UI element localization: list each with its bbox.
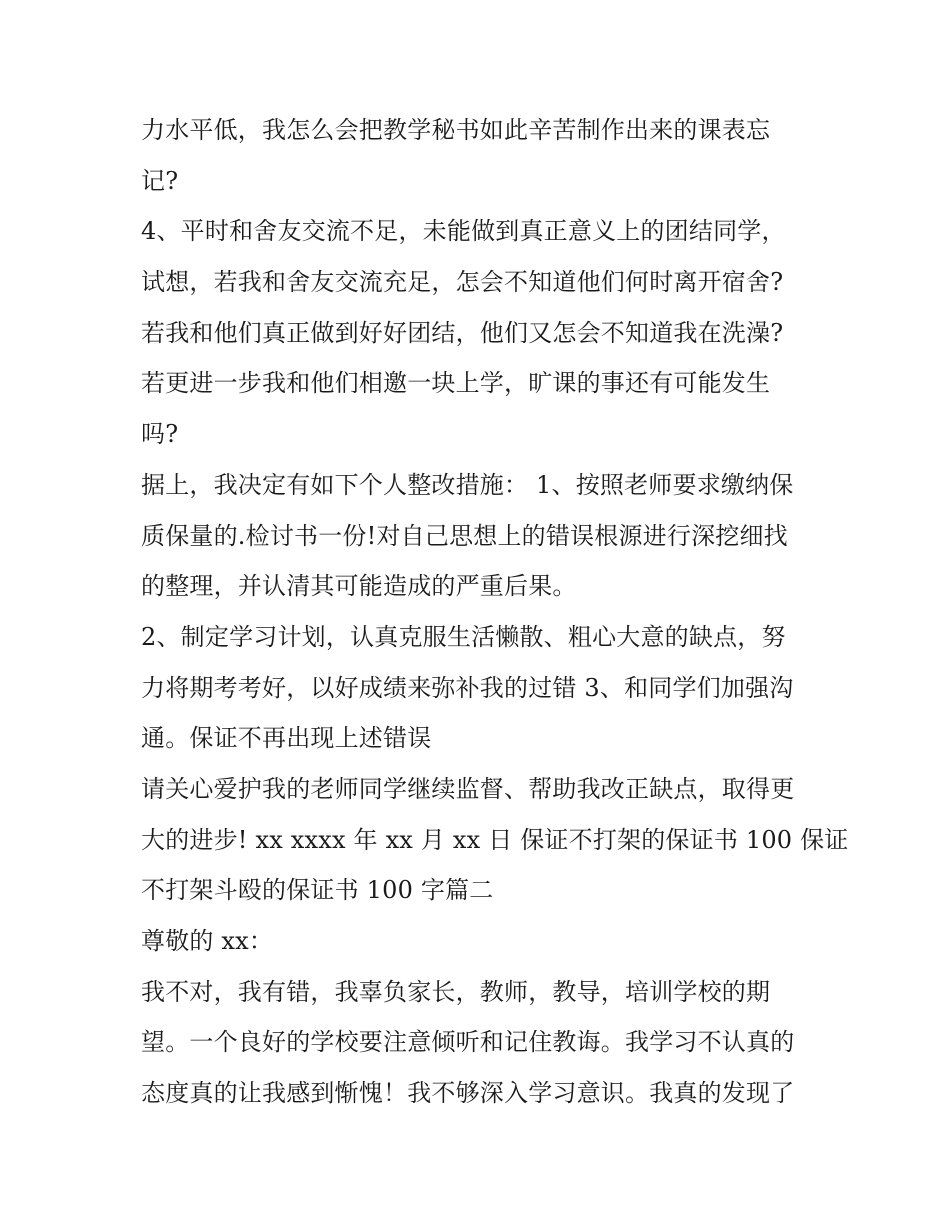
text-line: 态度真的让我感到惭愧！我不够深入学习意识。我真的发现了 xyxy=(141,1079,795,1108)
text-line: 若我和他们真正做到好好团结，他们又怎会不知道我在洗澡? xyxy=(141,318,784,347)
text-line: 据上，我决定有如下个人整改措施： 1、按照老师要求缴纳保 xyxy=(141,470,794,499)
text-line: 大的进步! xx xxxx 年 xx 月 xx 日 保证不打架的保证书 100 保证 xyxy=(141,825,849,854)
text-line: 2、制定学习计划，认真克服生活懒散、粗心大意的缺点，努 xyxy=(141,622,786,651)
text-line: 力水平低，我怎么会把教学秘书如此辛苦制作出来的课表忘 xyxy=(141,116,771,144)
document-body xyxy=(141,105,849,1119)
text-line: 若更进一步我和他们相邀一块上学，旷课的事还有可能发生 xyxy=(141,369,771,398)
text-line: 请关心爱护我的老师同学继续监督、帮助我改正缺点，取得更 xyxy=(141,774,795,803)
text-line: 试想，若我和舍友交流充足，怎会不知道他们何时离开宿舍? xyxy=(141,268,784,297)
text-line: 质保量的.检讨书一份!对自己思想上的错误根源进行深挖细找 xyxy=(141,521,788,550)
text-line: 我不对，我有错，我辜负家长，教师，教导，培训学校的期 xyxy=(141,977,771,1006)
text-line: 力将期考考好，以好成绩来弥补我的过错 3、和同学们加强沟 xyxy=(141,673,794,702)
text-line: 不打架斗殴的保证书 100 字篇二 xyxy=(141,876,494,905)
text-line: 吗? xyxy=(141,420,179,449)
text-line: 记? xyxy=(141,166,179,195)
text-line: 的整理，并认清其可能造成的严重后果。 xyxy=(141,572,577,601)
text-line: 4、平时和舍友交流不足，未能做到真正意义上的团结同学， xyxy=(141,217,786,246)
text-line: 望。一个良好的学校要注意倾听和记住教诲。我学习不认真的 xyxy=(141,1028,795,1057)
text-line: 通。保证不再出现上述错误 xyxy=(141,724,432,753)
text-line: 尊敬的 xx： xyxy=(141,927,274,955)
